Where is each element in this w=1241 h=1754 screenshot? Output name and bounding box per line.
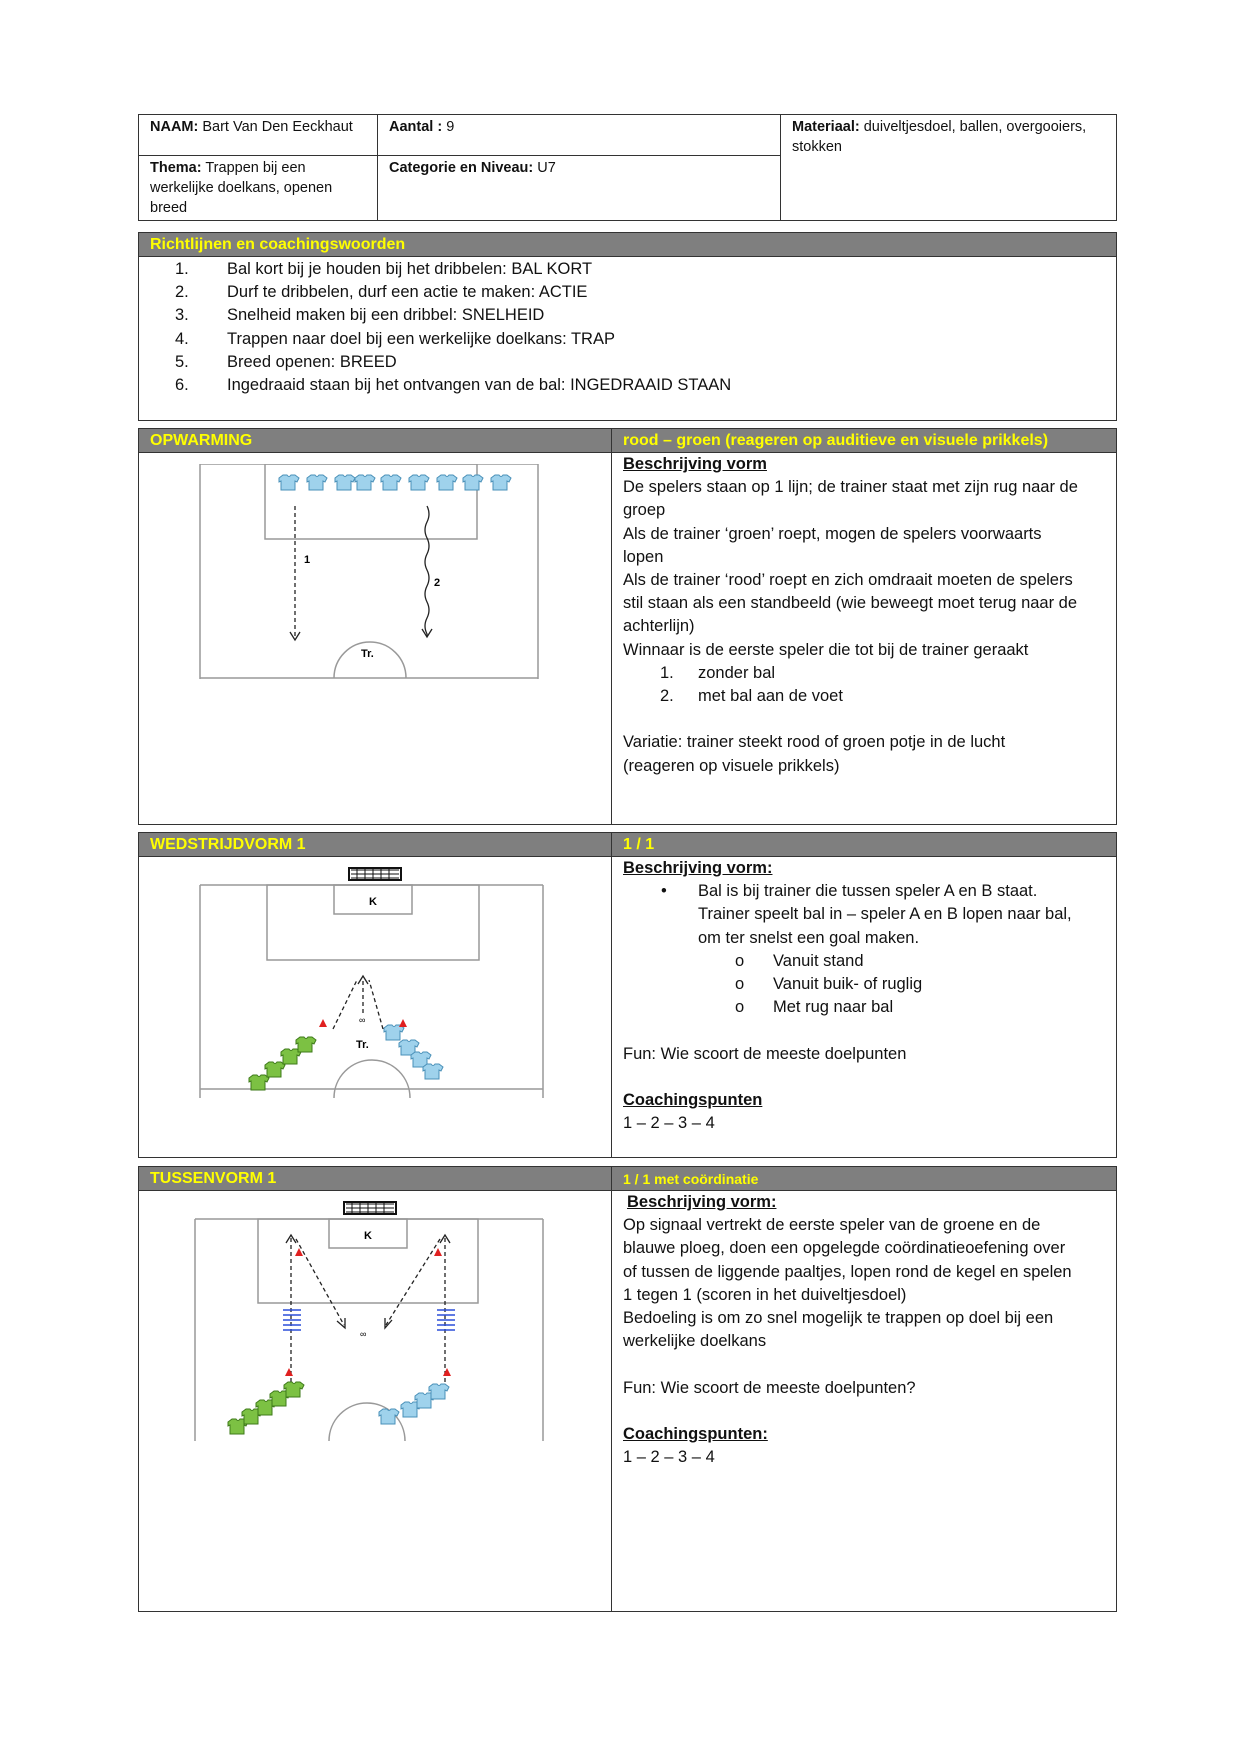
match1-bullet-line: om ter snelst een goal maken.	[698, 928, 920, 947]
warmup-desc-line: stil staan als een standbeeld (wie beweegt moet terug naar de	[623, 594, 1078, 613]
cone-icon	[399, 1019, 407, 1027]
guideline-num: 3.	[175, 306, 189, 325]
sub-item-num: 1.	[660, 663, 674, 682]
green-team-shirts	[228, 1382, 304, 1434]
inter1-pitch-diagram	[194, 1197, 544, 1442]
inter1-desc-heading: Beschrijving vorm:	[627, 1193, 777, 1211]
guideline-item	[139, 281, 1116, 304]
guideline-num: 5.	[175, 352, 189, 371]
thema-cell	[139, 156, 378, 221]
warmup-variation-line: Variatie: trainer steekt rood of groen potje in de lucht	[623, 733, 1006, 752]
warmup-sub-item	[623, 662, 1116, 685]
match1-bullet-line: Trainer speelt bal in – speler A en B lopen naar bal,	[698, 905, 1072, 924]
categorie-value: U7	[537, 160, 556, 176]
inter1-desc-line: blauwe ploeg, doen een opgelegde coördinatieoefening over	[623, 1239, 1066, 1258]
sub-item-text: met bal aan de voet	[698, 687, 843, 706]
green-team-shirts	[249, 1037, 316, 1090]
ball-icon: ∞	[359, 1015, 366, 1025]
inter1-title: TUSSENVORM 1	[139, 1167, 611, 1191]
materiaal-cell	[781, 115, 1117, 221]
categorie-label: Categorie en Niveau:	[389, 160, 534, 176]
thema-value: Trappen bij een werkelijke doelkans, openen breed	[150, 160, 333, 216]
cone-icon	[434, 1248, 442, 1256]
warmup-description	[612, 453, 1116, 778]
inter1-desc-line: 1 tegen 1 (scoren in het duiveltjesdoel)	[623, 1285, 907, 1304]
guideline-text: Bal kort bij je houden bij het dribbelen: BAL KORT	[227, 260, 593, 278]
inter1-right	[612, 1167, 1116, 1611]
path-2-label: 2	[434, 577, 441, 589]
guideline-item	[139, 351, 1116, 374]
run-arrow-right	[386, 1239, 440, 1325]
sub-item-text: Vanuit stand	[773, 951, 864, 970]
thema-label: Thema:	[150, 160, 202, 176]
inter1-fun: Fun: Wie scoort de meeste doelpunten?	[623, 1378, 916, 1397]
path-1-label: 1	[304, 554, 311, 566]
naam-value: Bart Van Den Eeckhaut	[202, 119, 353, 135]
guideline-text: Ingedraaid staan bij het ontvangen van de bal: INGEDRAAID STAAN	[227, 375, 732, 394]
cone-icon	[285, 1368, 293, 1376]
match1-subtitle: 1 / 1	[612, 833, 1116, 857]
ball-icon: ∞	[360, 1329, 367, 1339]
match1-bullet-line	[623, 880, 1116, 903]
guideline-num: 6.	[175, 375, 189, 394]
match1-left	[139, 833, 612, 1157]
warmup-right	[612, 429, 1116, 824]
match1-fun: Fun: Wie scoort de meeste doelpunten	[623, 1044, 907, 1063]
cone-icon	[443, 1368, 451, 1376]
ladder-icon	[283, 1310, 455, 1330]
warmup-desc-heading: Beschrijving vorm	[623, 455, 767, 473]
player-shirts-row	[279, 475, 511, 490]
inter1-section	[138, 1166, 1117, 1612]
guidelines-section	[138, 232, 1117, 421]
warmup-desc-line: lopen	[623, 547, 664, 566]
circle-bullet-icon: o	[735, 975, 745, 994]
aantal-label: Aantal :	[389, 119, 443, 135]
trainer-label: Tr.	[356, 1039, 369, 1051]
guideline-text: Durf te dribbelen, durf een actie te maken: ACTIE	[227, 283, 588, 302]
inter1-desc-line: Op signaal vertrekt de eerste speler van de groene en de	[623, 1216, 1041, 1235]
blue-team-shirts	[384, 1025, 443, 1079]
guideline-num: 1.	[175, 260, 189, 278]
guidelines-list	[139, 257, 1116, 397]
run-path-2-dribble	[425, 506, 429, 636]
guideline-text: Breed openen: BREED	[227, 352, 397, 371]
guidelines-title: Richtlijnen en coachingswoorden	[139, 233, 1116, 257]
circle-bullet-icon: o	[735, 951, 745, 970]
warmup-desc-line: De spelers staan op 1 lijn; de trainer staat met zijn rug naar de	[623, 478, 1078, 497]
categorie-cell	[378, 156, 781, 221]
aantal-value: 9	[446, 119, 455, 135]
match1-coach-heading: Coachingspunten	[623, 1091, 763, 1109]
circle-bullet-icon: o	[735, 998, 745, 1017]
run-arrow-a	[333, 980, 357, 1029]
warmup-desc-line: achterlijn)	[623, 617, 695, 636]
warmup-title: OPWARMING	[139, 429, 611, 453]
guideline-text: Trappen naar doel bij een werkelijke doelkans: TRAP	[227, 329, 615, 348]
guideline-item	[139, 258, 1116, 281]
warmup-desc-line: Winnaar is de eerste speler die tot bij de trainer geraakt	[623, 640, 1029, 659]
guideline-item	[139, 374, 1116, 397]
sub-item-text: zonder bal	[698, 663, 776, 682]
bullet-icon: •	[661, 882, 667, 901]
sub-item-text: Met rug naar bal	[773, 998, 894, 1017]
keeper-label: K	[369, 896, 377, 908]
cone-icon	[319, 1019, 327, 1027]
inter1-desc-line: of tussen de liggende paaltjes, lopen rond de kegel en spelen	[623, 1262, 1072, 1281]
naam-label: NAAM:	[150, 119, 199, 135]
match1-sub-item	[623, 996, 1116, 1019]
match1-right	[612, 833, 1116, 1157]
cone-icon	[295, 1248, 303, 1256]
guideline-text: Snelheid maken bij een dribbel: SNELHEID	[227, 306, 545, 325]
aantal-cell	[378, 115, 781, 156]
header-table	[138, 114, 1117, 221]
warmup-pitch-diagram	[199, 464, 539, 679]
match1-coach-points: 1 – 2 – 3 – 4	[623, 1114, 715, 1133]
warmup-desc-line: Als de trainer ‘rood’ roept en zich omdraait moeten de spelers	[623, 571, 1073, 590]
keeper-label: K	[364, 1230, 372, 1242]
inter1-desc-line: Bedoeling is om zo snel mogelijk te trappen op doel bij een	[623, 1309, 1054, 1328]
guideline-item	[139, 304, 1116, 327]
materiaal-label: Materiaal:	[792, 119, 860, 135]
guideline-item	[139, 328, 1116, 351]
bullet-text: Bal is bij trainer die tussen speler A en B staat.	[698, 882, 1038, 901]
run-arrow-b	[369, 980, 383, 1029]
match1-desc-heading: Beschrijving vorm:	[623, 859, 773, 877]
guideline-num: 2.	[175, 283, 189, 302]
inter1-coach-heading: Coachingspunten:	[623, 1425, 768, 1443]
warmup-desc-line: groep	[623, 501, 666, 520]
warmup-section	[138, 428, 1117, 825]
match1-section	[138, 832, 1117, 1158]
warmup-subtitle: rood – groen (reageren op auditieve en visuele prikkels)	[612, 429, 1116, 453]
match1-sub-item	[623, 950, 1116, 973]
inter1-desc-line: werkelijke doelkans	[623, 1332, 767, 1351]
sub-item-num: 2.	[660, 687, 674, 706]
naam-cell	[139, 115, 378, 156]
match1-pitch-diagram	[199, 863, 544, 1099]
match1-sub-item	[623, 973, 1116, 996]
warmup-left	[139, 429, 612, 824]
warmup-desc-line: Als de trainer ‘groen’ roept, mogen de spelers voorwaarts	[623, 524, 1042, 543]
sub-item-text: Vanuit buik- of ruglig	[773, 975, 923, 994]
guideline-num: 4.	[175, 329, 189, 348]
run-arrow-left	[296, 1239, 344, 1325]
warmup-sub-item	[623, 685, 1116, 708]
warmup-variation-line: (reageren op visuele prikkels)	[623, 756, 840, 775]
trainer-label: Tr.	[361, 648, 374, 660]
inter1-subtitle: 1 / 1 met coördinatie	[612, 1167, 1116, 1191]
match1-title: WEDSTRIJDVORM 1	[139, 833, 611, 857]
inter1-coach-points: 1 – 2 – 3 – 4	[623, 1448, 715, 1467]
match1-description	[612, 857, 1116, 1135]
inter1-left	[139, 1167, 612, 1611]
materiaal-value: duiveltjesdoel, ballen, overgooiers, stokken	[792, 119, 1087, 155]
blue-team-shirts	[379, 1384, 449, 1424]
inter1-description	[612, 1191, 1116, 1469]
